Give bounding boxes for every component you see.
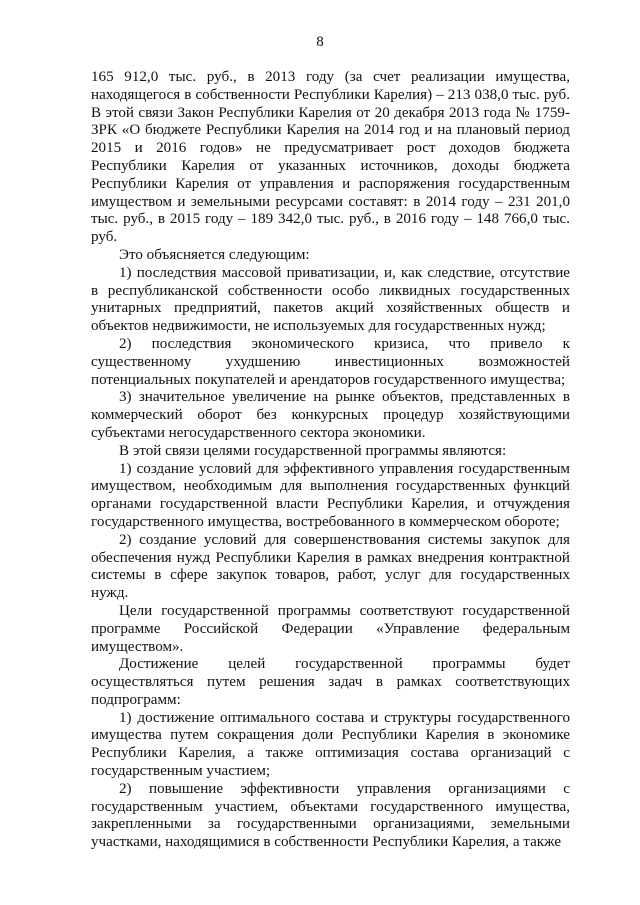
paragraph-goal-2: 2) создание условий для совершенствования системы закупок для обеспечения нужд Республики Карелия в рамках внедрения контрактной системы в сфере закупок товаров, работ, услуг для государственных нужд. — [91, 531, 570, 602]
paragraph-budget-revenue: 165 912,0 тыс. руб., в 2013 году (за счет реализации имущества, находящегося в собственности Республики Карелия) – 213 038,0 тыс. руб. В этой связи Закон Республики Карелия от 20 декабря 2013 года № 1759-ЗРК «О бюджете Республики Карелия на 2014 год и на плановый период 2015 и 2016 годов» не предусматривает рост доходов бюджета Республики Карелия от указанных источников, доходы бюджета Республики Карелия от управления и распоряжения государственным имуществом и земельными ресурсами составят: в 2014 году – 231 201,0 тыс. руб., в 2015 году – 189 342,0 тыс. руб., в 2016 году – 148 766,0 тыс. руб. — [91, 69, 570, 246]
paragraph-reason-3: 3) значительное увеличение на рынке объектов, представленных в коммерческий оборот без конкурсных процедур хозяйствующими субъектами негосударственного сектора экономики. — [91, 389, 570, 441]
paragraph-explanation-intro: Это объясняется следующим: — [119, 246, 310, 263]
paragraph-reason-1: 1) последствия массовой приватизации, и, как следствие, отсутствие в республиканской собственности особо ликвидных государственных унитарных предприятий, пакетов акций хозяйственных обществ и объектов недвижимости, не используемых для государственных нужд; — [91, 264, 570, 335]
paragraph-tasks-intro: Достижение целей государственной программы будет осуществляться путем решения задач в рамках соответствующих подпрограмм: — [91, 656, 570, 708]
page-number: 8 — [316, 34, 324, 50]
paragraph-goals-correspondence: Цели государственной программы соответствуют государственной программе Российской Федерации «Управление федеральным имуществом». — [91, 602, 570, 655]
paragraph-task-1: 1) достижение оптимального состава и структуры государственного имущества путем сокращения доли Республики Карелия в экономике Республики Карелия, а также оптимизация состава организаций с государственным участием; — [91, 709, 570, 780]
paragraph-reason-2: 2) последствия экономического кризиса, что привело к существенному ухудшению инвестиционных возможностей потенциальных покупателей и арендаторов государственного имущества; — [91, 335, 570, 388]
paragraph-goals-intro: В этой связи целями государственной программы являются: — [119, 442, 507, 459]
paragraph-task-2: 2) повышение эффективности управления организациями с государственным участием, объектами государственного имущества, закрепленными за государственными организациями, земельными участками, находящимися в собственности Республики Карелия, а также — [91, 780, 570, 851]
document-body — [91, 69, 570, 852]
paragraph-goal-1: 1) создание условий для эффективного управления государственным имуществом, необходимым для выполнения государственных функций органами государственной власти Республики Карелия, и отчуждения государственного имущества, востребованного в коммерческом обороте; — [91, 460, 570, 530]
